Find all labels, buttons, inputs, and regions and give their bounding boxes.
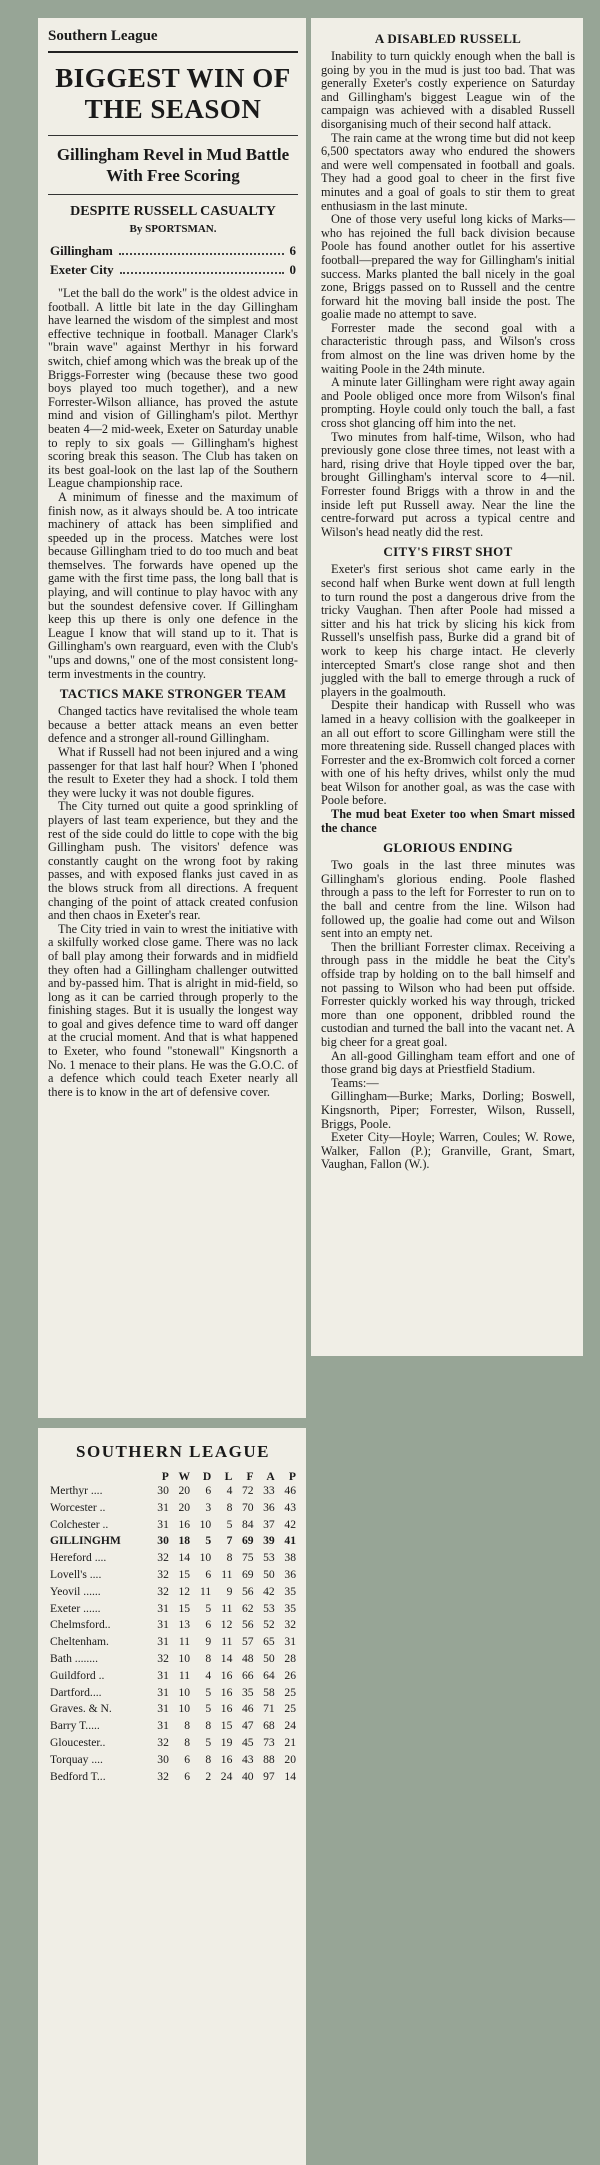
stat-cell: 84 bbox=[241, 1517, 254, 1531]
table-row bbox=[48, 1567, 298, 1584]
stat-cell: 31 bbox=[157, 1618, 169, 1632]
stat-cell: 64 bbox=[263, 1668, 275, 1682]
divider bbox=[48, 135, 298, 136]
stat-cell: 32 bbox=[157, 1584, 169, 1598]
stat-cell: 71 bbox=[263, 1702, 275, 1716]
stat-cell: 39 bbox=[263, 1534, 275, 1548]
section-label: Southern League bbox=[48, 28, 298, 53]
article-paragraph: Two goals in the last three minutes was Gillingham's glorious ending. Poole flashed through a pass to the left for Forrester to run on to the ball and centre from the line. Wilson had followed up, the goalie had come out and Wilson sent into an empty net. bbox=[321, 858, 575, 941]
stat-cell: 32 bbox=[157, 1551, 169, 1565]
stat-cell: 5 bbox=[205, 1601, 212, 1615]
stat-cell: 25 bbox=[284, 1702, 296, 1716]
league-table bbox=[48, 1470, 298, 1785]
stat-cell: 10 bbox=[199, 1517, 212, 1531]
stat-cell: 26 bbox=[284, 1668, 296, 1682]
article-paragraph: Exeter City—Hoyle; Warren, Coules; W. Rowe, Walker, Fallon (P.); Granville, Grant, Smart, Vaughan, Fallon (W.). bbox=[321, 1130, 575, 1172]
table-header: D bbox=[202, 1470, 212, 1483]
article-paragraph: What if Russell had not been injured and a wing passenger for that last half hour? When I 'phoned the result to Exeter they had a shock. I told them they were lucky it was not double figures. bbox=[48, 745, 298, 800]
article-paragraph: One of those very useful long kicks of Marks—who has rejoined the full back division because Poole has found another outlet for his assertive football—prepared the way for Gillingham's initial success. Marks planted the ball nicely in the goal zone, Briggs passed on to Russell and the centre forward hit the moving ball inside the post. The goalie made no attempt to save. bbox=[321, 212, 575, 322]
stat-cell: 72 bbox=[241, 1484, 254, 1497]
stat-cell: 31 bbox=[157, 1719, 169, 1733]
stat-cell: 14 bbox=[284, 1769, 296, 1783]
stat-cell: 5 bbox=[205, 1702, 212, 1716]
table-header: A bbox=[266, 1470, 275, 1483]
stat-cell: 11 bbox=[200, 1584, 212, 1598]
article-paragraph: An all-good Gillingham team effort and one of those grand big days at Priestfield Stadium. bbox=[321, 1048, 575, 1077]
article-column-right bbox=[311, 18, 583, 1356]
stat-cell: 31 bbox=[157, 1702, 169, 1716]
table-row bbox=[48, 1752, 298, 1769]
stat-cell: 24 bbox=[284, 1719, 296, 1733]
table-header: W bbox=[178, 1470, 191, 1483]
section-heading: CITY'S FIRST SHOT bbox=[383, 544, 513, 560]
stat-cell: 6 bbox=[205, 1484, 212, 1497]
stat-cell: 68 bbox=[263, 1719, 275, 1733]
stat-cell: 16 bbox=[220, 1702, 233, 1716]
league-table-body bbox=[48, 1483, 298, 1785]
table-row bbox=[48, 1769, 298, 1786]
team-name-cell: Cheltenham. bbox=[50, 1635, 109, 1649]
stat-cell: 38 bbox=[284, 1551, 296, 1565]
stat-cell: 50 bbox=[263, 1567, 275, 1581]
stat-cell: 88 bbox=[263, 1752, 275, 1766]
stat-cell: 41 bbox=[284, 1534, 296, 1548]
score-team: Exeter City bbox=[50, 262, 114, 277]
article-paragraph: The rain came at the wrong time but did not keep 6,500 spectators away who endured the showers and were well compensated in football and goals. They had a good goal to cheer in the first five minutes and a goal of goals to stir them to great enthusiasm in the last minute. bbox=[321, 130, 575, 213]
stat-cell: 16 bbox=[220, 1668, 233, 1682]
stat-cell: 11 bbox=[178, 1635, 191, 1649]
divider bbox=[48, 194, 298, 195]
article-paragraph: Changed tactics have revitalised the whole team because a better attack means an even better defence and a stronger all-round Gillingham. bbox=[48, 704, 298, 746]
article-paragraph: "Let the ball do the work" is the oldest advice in football. A little bit late in the day Gillingham have learned the wisdom of the simplest and most effective technique in football. Manager Clark's "brain wave" against Merthyr in his forward switch, chief among which was the break up of the Briggs-Forrester wing (because these two good boys played too much together), and a new Forrester-Wilson alliance, has proved the astute mind and vision of Gillingham's pilot. Merthyr beaten 4—2 mid-week, Exeter on Saturday unable to reply to six goals — Gillingham's highest scoring break this season. The Club has taken on its best goal-look on the last lap of the Southern League championship race. bbox=[48, 286, 298, 491]
score-team: Gillingham bbox=[50, 243, 113, 258]
stat-cell: 14 bbox=[220, 1651, 233, 1665]
table-row bbox=[48, 1500, 298, 1517]
team-name-cell: Bath ........ bbox=[50, 1651, 98, 1665]
stat-cell: 58 bbox=[263, 1685, 275, 1699]
stat-cell: 12 bbox=[178, 1584, 191, 1598]
stat-cell: 32 bbox=[157, 1769, 169, 1783]
stat-cell: 11 bbox=[178, 1668, 191, 1682]
stat-cell: 8 bbox=[205, 1752, 212, 1766]
stat-cell: 5 bbox=[205, 1735, 212, 1749]
article-paragraph: A minute later Gillingham were right away again and Poole obliged once more from Wilson's final prompting. Hoyle could only touch the ball, a fast cross shot glancing off him into the net. bbox=[321, 375, 575, 431]
table-row bbox=[48, 1685, 298, 1702]
stat-cell: 66 bbox=[241, 1668, 254, 1682]
stat-cell: 56 bbox=[241, 1584, 254, 1598]
section-heading: TACTICS MAKE STRONGER TEAM bbox=[59, 686, 287, 702]
stat-cell: 33 bbox=[263, 1484, 275, 1497]
table-row bbox=[48, 1483, 298, 1500]
stat-cell: 36 bbox=[263, 1500, 275, 1514]
stat-cell: 32 bbox=[157, 1651, 169, 1665]
stat-cell: 11 bbox=[221, 1635, 233, 1649]
table-row bbox=[48, 1735, 298, 1752]
team-name-cell: Worcester .. bbox=[50, 1500, 106, 1514]
stat-cell: 35 bbox=[284, 1584, 296, 1598]
stat-cell: 6 bbox=[184, 1769, 191, 1783]
stat-cell: 73 bbox=[263, 1735, 275, 1749]
stat-cell: 10 bbox=[178, 1702, 191, 1716]
stat-cell: 5 bbox=[205, 1534, 212, 1548]
stat-cell: 6 bbox=[205, 1567, 212, 1581]
table-row bbox=[48, 1533, 298, 1550]
team-name-cell: Lovell's .... bbox=[50, 1567, 102, 1581]
team-name-cell: Graves. & N. bbox=[50, 1702, 112, 1716]
article-paragraph: Forrester made the second goal with a characteristic through pass, and Wilson's cross from almost on the line was driven home by the waiting Poole in the 24th minute. bbox=[321, 320, 575, 376]
table-row bbox=[48, 1584, 298, 1601]
stat-cell: 2 bbox=[205, 1769, 212, 1783]
stat-cell: 31 bbox=[157, 1668, 169, 1682]
table-row bbox=[48, 1601, 298, 1618]
stat-cell: 8 bbox=[205, 1651, 212, 1665]
stat-cell: 16 bbox=[220, 1685, 233, 1699]
stat-cell: 46 bbox=[284, 1484, 296, 1497]
table-row bbox=[48, 1517, 298, 1534]
stat-cell: 52 bbox=[263, 1618, 275, 1632]
stat-cell: 18 bbox=[178, 1534, 191, 1548]
article-paragraph: Teams:— bbox=[331, 1075, 379, 1090]
stat-cell: 48 bbox=[241, 1651, 254, 1665]
stat-cell: 31 bbox=[157, 1517, 169, 1531]
stat-cell: 10 bbox=[199, 1551, 212, 1565]
article-paragraph: Inability to turn quickly enough when the ball is going by you in the mud is just too bad. That was generally Exeter's costly experience on Saturday and Gillingham's biggest League win of the campaign was achieved with a disabled Russell disorganising much of their second half attack. bbox=[321, 49, 575, 131]
stat-cell: 31 bbox=[157, 1635, 169, 1649]
stat-cell: 31 bbox=[157, 1685, 169, 1699]
article-paragraph: Gillingham—Burke; Marks, Dorling; Boswell, Kingsnorth, Piper; Forrester, Wilson, Russell, Briggs, Poole. bbox=[321, 1089, 575, 1131]
stat-cell: 31 bbox=[157, 1500, 169, 1514]
table-header bbox=[48, 1470, 150, 1483]
stat-cell: 35 bbox=[284, 1601, 296, 1615]
stat-cell: 15 bbox=[178, 1567, 191, 1581]
stat-cell: 13 bbox=[178, 1618, 191, 1632]
stat-cell: 16 bbox=[178, 1517, 191, 1531]
stat-cell: 42 bbox=[284, 1517, 296, 1531]
article-paragraph: Exeter's first serious shot came early in the second half when Burke went down at full length to turn round the post a dangerous drive from the tricky Vaughan. Then after Poole had missed a sitter and his hat trick by slicing his kick from Russell's unselfish pass, Burke did a grand bit of work to keep his charge intact. He cleverly intercepted Smart's close range shot and then juggled with the ball to emerge through a ruck of players in the goalmouth. bbox=[321, 562, 575, 699]
table-row bbox=[48, 1668, 298, 1685]
stat-cell: 21 bbox=[284, 1735, 296, 1749]
stat-cell: 14 bbox=[178, 1551, 191, 1565]
table-row bbox=[48, 1718, 298, 1735]
stat-cell: 53 bbox=[263, 1551, 275, 1565]
article-paragraph: The mud beat Exeter too when Smart missed the chance bbox=[321, 807, 575, 835]
stat-cell: 5 bbox=[205, 1685, 212, 1699]
stat-cell: 57 bbox=[241, 1635, 254, 1649]
stat-cell: 40 bbox=[241, 1769, 254, 1783]
league-table-title: SOUTHERN LEAGUE bbox=[76, 1442, 270, 1461]
stat-cell: 24 bbox=[220, 1769, 233, 1783]
stat-cell: 69 bbox=[241, 1534, 254, 1548]
article-paragraph: A minimum of finesse and the maximum of finish now, as it always should be. A too intricate machinery of attack has been simplified and speeded up in the process. Matches were lost because Gillingham tried to do too much and beat themselves. The forwards have opened up the game with the first time pass, the long ball that is playing, and will continue to play havoc with any but the soundest defensive cover. If Gillingham keep this up there is only one defence in the League I know that will stand up to it. That is Gillingham's own rearguard, even with the Club's "ups and downs," one of the most consistent long-term investments in the country. bbox=[48, 489, 298, 681]
byline: By SPORTSMAN. bbox=[129, 223, 217, 235]
article-column-left bbox=[38, 18, 306, 1418]
stat-cell: 30 bbox=[157, 1752, 169, 1766]
team-name-cell: Dartford.... bbox=[50, 1685, 102, 1699]
team-name-cell: Torquay .... bbox=[50, 1752, 103, 1766]
stat-cell: 70 bbox=[241, 1500, 254, 1514]
article-paragraph: Two minutes from half-time, Wilson, who had previously gone close three times, not least with a hard, rising drive that Hoyle tipped over the bar, brought Gillingham's interval score to 4—nil. Forrester found Briggs with a throw in and the inside left put Russell away. Near the line the centre-forward put across a typical centre and Wilson's head neatly did the rest. bbox=[321, 429, 575, 539]
team-name-cell: Guildford .. bbox=[50, 1668, 105, 1682]
stat-cell: 53 bbox=[263, 1601, 275, 1615]
stat-cell: 46 bbox=[241, 1702, 254, 1716]
secondary-headline: DESPITE RUSSELL CASUALTY bbox=[70, 204, 276, 219]
table-header: L bbox=[224, 1470, 233, 1483]
stat-cell: 47 bbox=[241, 1719, 254, 1733]
stat-cell: 9 bbox=[205, 1635, 212, 1649]
table-row bbox=[48, 1634, 298, 1651]
stat-cell: 35 bbox=[241, 1685, 254, 1699]
stat-cell: 10 bbox=[178, 1685, 191, 1699]
stat-cell: 12 bbox=[220, 1618, 233, 1632]
stat-cell: 30 bbox=[157, 1484, 169, 1497]
table-row bbox=[48, 1550, 298, 1567]
table-header-row bbox=[48, 1470, 298, 1483]
stat-cell: 20 bbox=[178, 1484, 191, 1497]
stat-cell: 11 bbox=[221, 1601, 233, 1615]
stat-cell: 4 bbox=[226, 1484, 233, 1497]
stat-cell: 15 bbox=[220, 1719, 233, 1733]
table-row bbox=[48, 1651, 298, 1668]
table-row bbox=[48, 1701, 298, 1718]
stat-cell: 45 bbox=[241, 1735, 254, 1749]
stat-cell: 8 bbox=[226, 1500, 233, 1514]
stat-cell: 20 bbox=[178, 1500, 191, 1514]
stat-cell: 8 bbox=[184, 1719, 191, 1733]
stat-cell: 15 bbox=[178, 1601, 191, 1615]
stat-cell: 75 bbox=[241, 1551, 254, 1565]
table-header: P bbox=[288, 1470, 296, 1483]
stat-cell: 32 bbox=[157, 1567, 169, 1581]
score-line bbox=[50, 243, 296, 259]
stat-cell: 42 bbox=[263, 1584, 275, 1598]
team-name-cell: Yeovil ...... bbox=[50, 1584, 101, 1598]
stat-cell: 3 bbox=[205, 1500, 212, 1514]
stat-cell: 32 bbox=[157, 1735, 169, 1749]
stat-cell: 5 bbox=[226, 1517, 233, 1531]
stat-cell: 97 bbox=[263, 1769, 275, 1783]
section-heading: GLORIOUS ENDING bbox=[383, 840, 513, 856]
score-goals: 6 bbox=[289, 243, 296, 258]
stat-cell: 4 bbox=[205, 1668, 212, 1682]
stat-cell: 8 bbox=[184, 1735, 191, 1749]
score-goals: 0 bbox=[289, 262, 296, 277]
stat-cell: 6 bbox=[184, 1752, 191, 1766]
score-leader-dots bbox=[120, 262, 284, 274]
team-name-cell: Barry T..... bbox=[50, 1719, 100, 1733]
stat-cell: 31 bbox=[284, 1635, 296, 1649]
score-leader-dots bbox=[119, 243, 284, 255]
team-name-cell: Hereford .... bbox=[50, 1551, 107, 1565]
article-paragraph: Then the brilliant Forrester climax. Receiving a through pass in the middle he beat the City's offside trap by holding on to the ball himself and not passing to Wilson who had been put offside. Forrester quickly worked his way through, tricked more than one opponent, dribbled round the custodian and turned the ball into the vacant net. A big cheer for a great goal. bbox=[321, 939, 575, 1049]
article-paragraph: The City turned out quite a good sprinkling of players of last team experience, but they and the rest of the side could do little to cope with the big Gillingham push. The visitors' defence was constantly caught on the wrong foot by raking passes, and with exposed flanks just caved in as the blows struck from all directions. A frequent changing of the point of attack created confusion and then chaos in Exeter's rear. bbox=[48, 799, 298, 923]
score-line bbox=[50, 262, 296, 278]
stat-cell: 8 bbox=[226, 1551, 233, 1565]
stat-cell: 50 bbox=[263, 1651, 275, 1665]
stat-cell: 65 bbox=[263, 1635, 275, 1649]
stat-cell: 19 bbox=[220, 1735, 233, 1749]
stat-cell: 31 bbox=[157, 1601, 169, 1615]
stat-cell: 6 bbox=[205, 1618, 212, 1632]
stat-cell: 9 bbox=[226, 1584, 233, 1598]
stat-cell: 8 bbox=[205, 1719, 212, 1733]
stat-cell: 28 bbox=[284, 1651, 296, 1665]
stat-cell: 69 bbox=[241, 1567, 254, 1581]
stat-cell: 7 bbox=[226, 1534, 233, 1548]
article-paragraph: Despite their handicap with Russell who was lamed in a heavy collision with the goalkeeper in an all out effort to score Gillingham were still the more threatening side. Russell changed places with Forrester and the ex-Bromwich colt forced a corner with one of his hefty drives, whilst only the mud beat Wilson for another goal, as was the case with Poole before. bbox=[321, 698, 575, 808]
stat-cell: 62 bbox=[241, 1601, 254, 1615]
team-name-cell: Exeter ...... bbox=[50, 1601, 101, 1615]
stat-cell: 16 bbox=[220, 1752, 233, 1766]
stat-cell: 20 bbox=[284, 1752, 296, 1766]
league-table-box bbox=[38, 1428, 306, 2165]
section-heading: A DISABLED RUSSELL bbox=[374, 31, 522, 46]
stat-cell: 43 bbox=[284, 1500, 296, 1514]
stat-cell: 36 bbox=[284, 1567, 296, 1581]
team-name-cell: Colchester .. bbox=[50, 1517, 109, 1531]
subheadline: Gillingham Revel in Mud Battle With Free Scoring bbox=[56, 145, 290, 185]
team-name-cell: Chelmsford.. bbox=[50, 1618, 111, 1632]
stat-cell: 32 bbox=[284, 1618, 296, 1632]
team-name-cell: GILLINGHM bbox=[50, 1534, 121, 1548]
headline: BIGGEST WIN OF THE SEASON bbox=[55, 63, 291, 124]
stat-cell: 25 bbox=[284, 1685, 296, 1699]
stat-cell: 30 bbox=[157, 1534, 169, 1548]
table-header: F bbox=[246, 1470, 254, 1483]
stat-cell: 37 bbox=[263, 1517, 275, 1531]
table-header: P bbox=[161, 1470, 169, 1483]
table-row bbox=[48, 1617, 298, 1634]
stat-cell: 11 bbox=[221, 1567, 233, 1581]
team-name-cell: Bedford T... bbox=[50, 1769, 106, 1783]
stat-cell: 43 bbox=[241, 1752, 254, 1766]
stat-cell: 10 bbox=[178, 1651, 191, 1665]
article-paragraph: The City tried in vain to wrest the initiative with a skilfully worked close game. There was no lack of ball play among their forwards and in midfield they often had a Gillingham challenger outwitted and by-passed him. That is alright in mid-field, so long as it can be carried through properly to the finishing stages. But it is usually the longest way to goal and gives defence time to ward off danger at the crucial moment. And that is what happened to Exeter, who found "stonewall" Kingsnorth a No. 1 menace to their plans. He was the G.O.C. of a defence which could teach Exeter nearly all there is to know in the art of defensive cover. bbox=[48, 921, 298, 1099]
stat-cell: 56 bbox=[241, 1618, 254, 1632]
team-name-cell: Gloucester.. bbox=[50, 1735, 106, 1749]
team-name-cell: Merthyr .... bbox=[50, 1484, 103, 1497]
